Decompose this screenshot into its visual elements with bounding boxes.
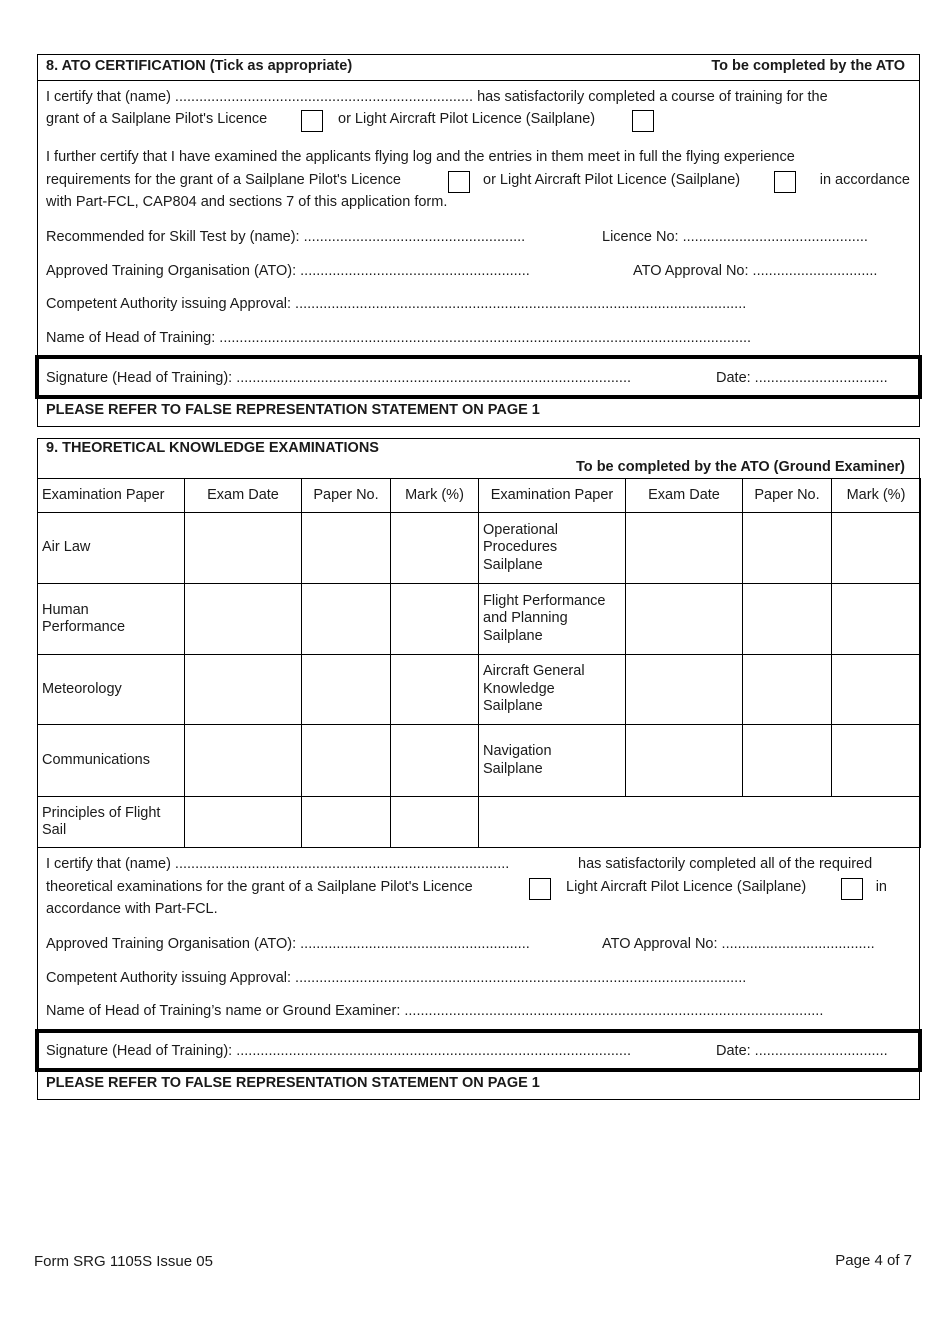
- section9-heading: 9. THEORETICAL KNOWLEDGE EXAMINATIONS: [46, 440, 379, 456]
- exam-date-cell[interactable]: [626, 584, 743, 655]
- col-header: Exam Date: [185, 479, 302, 513]
- exam-paper-left: Communications: [38, 725, 185, 797]
- mark-cell[interactable]: [391, 725, 479, 797]
- paper-no-cell[interactable]: [743, 725, 832, 797]
- exam-table-header-row: [38, 479, 921, 513]
- exam-paper-left: Meteorology: [38, 655, 185, 725]
- section9-false-representation: PLEASE REFER TO FALSE REPRESENTATION STATEMENT ON PAGE 1: [46, 1075, 540, 1091]
- section8-licence-no-field[interactable]: Licence No: ..............................................: [602, 229, 868, 245]
- exam-paper-right: Aircraft General Knowledge Sailplane: [479, 655, 626, 725]
- sailplane-licence-checkbox-2[interactable]: [448, 171, 470, 193]
- exam-date-cell[interactable]: [185, 584, 302, 655]
- mark-cell[interactable]: [832, 584, 921, 655]
- exam-date-cell[interactable]: [626, 725, 743, 797]
- section9-head-of-training-field[interactable]: Name of Head of Training’s name or Ground Examiner: ........................................................................................................: [46, 1003, 824, 1019]
- section8-header-divider: [37, 80, 920, 81]
- sailplane-licence-checkbox-1[interactable]: [301, 110, 323, 132]
- mark-cell[interactable]: [832, 725, 921, 797]
- col-header: Exam Date: [626, 479, 743, 513]
- section9-ato-field[interactable]: Approved Training Organisation (ATO): .........................................................: [46, 936, 530, 952]
- col-header: Examination Paper: [479, 479, 626, 513]
- section8-further-line2b: or Light Aircraft Pilot Licence (Sailplane): [483, 172, 741, 188]
- table-row: [38, 797, 921, 848]
- paper-no-cell[interactable]: [302, 584, 391, 655]
- section8-false-representation: PLEASE REFER TO FALSE REPRESENTATION STATEMENT ON PAGE 1: [46, 402, 540, 418]
- section9-signature-field[interactable]: Signature (Head of Training): ..................................................................................................: [46, 1043, 632, 1059]
- section8-head-of-training-field[interactable]: Name of Head of Training: ....................................................................................................................................: [46, 330, 752, 346]
- lapl-sailplane-checkbox-3[interactable]: [841, 878, 863, 900]
- section8-further-line3: with Part-FCL, CAP804 and sections 7 of this application form.: [46, 194, 448, 210]
- section9-ato-approval-field[interactable]: ATO Approval No: ......................................: [602, 936, 875, 952]
- sailplane-licence-checkbox-3[interactable]: [529, 878, 551, 900]
- exam-paper-left: Principles of Flight Sail: [38, 797, 185, 848]
- page-number: Page 4 of 7: [835, 1252, 912, 1269]
- paper-no-cell[interactable]: [743, 513, 832, 584]
- lapl-sailplane-checkbox-1[interactable]: [632, 110, 654, 132]
- col-header: Paper No.: [743, 479, 832, 513]
- section8-ato-approval-field[interactable]: ATO Approval No: ...............................: [633, 263, 878, 279]
- paper-no-cell[interactable]: [743, 584, 832, 655]
- exam-date-cell[interactable]: [185, 725, 302, 797]
- lapl-sailplane-checkbox-2[interactable]: [774, 171, 796, 193]
- section9-certify-line2c: in: [875, 879, 887, 895]
- section8-signature-field[interactable]: Signature (Head of Training): ..................................................................................................: [46, 370, 632, 386]
- exam-paper-right: Flight Performance and Planning Sailplane: [479, 584, 626, 655]
- paper-no-cell[interactable]: [302, 725, 391, 797]
- section8-ato-field[interactable]: Approved Training Organisation (ATO): .........................................................: [46, 263, 530, 279]
- mark-cell[interactable]: [391, 513, 479, 584]
- col-header: Paper No.: [302, 479, 391, 513]
- section8-further-line2c: in accordance: [819, 172, 910, 188]
- section9-certify-line1a: I certify that (name) ...................................................................................: [46, 856, 510, 872]
- section9-competent-authority-field[interactable]: Competent Authority issuing Approval: ................................................................................................................: [46, 970, 747, 986]
- exam-paper-right: Navigation Sailplane: [479, 725, 626, 797]
- section8-further-line1: I further certify that I have examined the applicants flying log and the entries in them meet in full the flying experience: [46, 149, 795, 165]
- section9-certify-line2a: theoretical examinations for the grant of a Sailplane Pilot's Licence: [46, 879, 473, 895]
- section8-recommended-field[interactable]: Recommended for Skill Test by (name): .......................................................: [46, 229, 526, 245]
- table-row: [38, 655, 921, 725]
- section8-heading: 8. ATO CERTIFICATION (Tick as appropriate): [46, 58, 353, 74]
- exam-date-cell[interactable]: [185, 513, 302, 584]
- section9-certify-line1b: has satisfactorily completed all of the required: [578, 856, 873, 872]
- mark-cell[interactable]: [391, 655, 479, 725]
- section9-date-field[interactable]: Date: .................................: [716, 1043, 888, 1059]
- section8-certify-line2a: grant of a Sailplane Pilot's Licence: [46, 111, 268, 127]
- mark-cell[interactable]: [832, 655, 921, 725]
- section8-certify-line1: I certify that (name) .......................................................................... has satisfactorily completed a course of training for the: [46, 89, 828, 105]
- section8-further-line2a: requirements for the grant of a Sailplane Pilot's Licence: [46, 172, 401, 188]
- mark-cell[interactable]: [391, 584, 479, 655]
- table-row: [38, 725, 921, 797]
- section9-certify-line3: accordance with Part-FCL.: [46, 901, 218, 917]
- section9-completed-by: To be completed by the ATO (Ground Examiner): [576, 459, 905, 475]
- paper-no-cell[interactable]: [302, 513, 391, 584]
- section8-competent-authority-field[interactable]: Competent Authority issuing Approval: ................................................................................................................: [46, 296, 747, 312]
- col-header: Mark (%): [391, 479, 479, 513]
- exam-date-cell[interactable]: [626, 513, 743, 584]
- empty-merged-cell: [479, 797, 921, 848]
- exam-date-cell[interactable]: [185, 797, 302, 848]
- col-header: Examination Paper: [38, 479, 185, 513]
- section9-certify-line2b: Light Aircraft Pilot Licence (Sailplane): [566, 879, 807, 895]
- section8-completed-by: To be completed by the ATO: [711, 58, 905, 74]
- exam-date-cell[interactable]: [185, 655, 302, 725]
- exam-paper-right: Operational Procedures Sailplane: [479, 513, 626, 584]
- section8-date-field[interactable]: Date: .................................: [716, 370, 888, 386]
- exam-table: [37, 478, 921, 848]
- exam-paper-left: Air Law: [38, 513, 185, 584]
- form-id: Form SRG 1105S Issue 05: [34, 1253, 213, 1270]
- exam-paper-left: Human Performance: [38, 584, 185, 655]
- paper-no-cell[interactable]: [302, 797, 391, 848]
- mark-cell[interactable]: [832, 513, 921, 584]
- paper-no-cell[interactable]: [302, 655, 391, 725]
- table-row: [38, 584, 921, 655]
- table-row: [38, 513, 921, 584]
- paper-no-cell[interactable]: [743, 655, 832, 725]
- col-header: Mark (%): [832, 479, 921, 513]
- mark-cell[interactable]: [391, 797, 479, 848]
- section8-certify-line2b: or Light Aircraft Pilot Licence (Sailplane): [338, 111, 596, 127]
- exam-date-cell[interactable]: [626, 655, 743, 725]
